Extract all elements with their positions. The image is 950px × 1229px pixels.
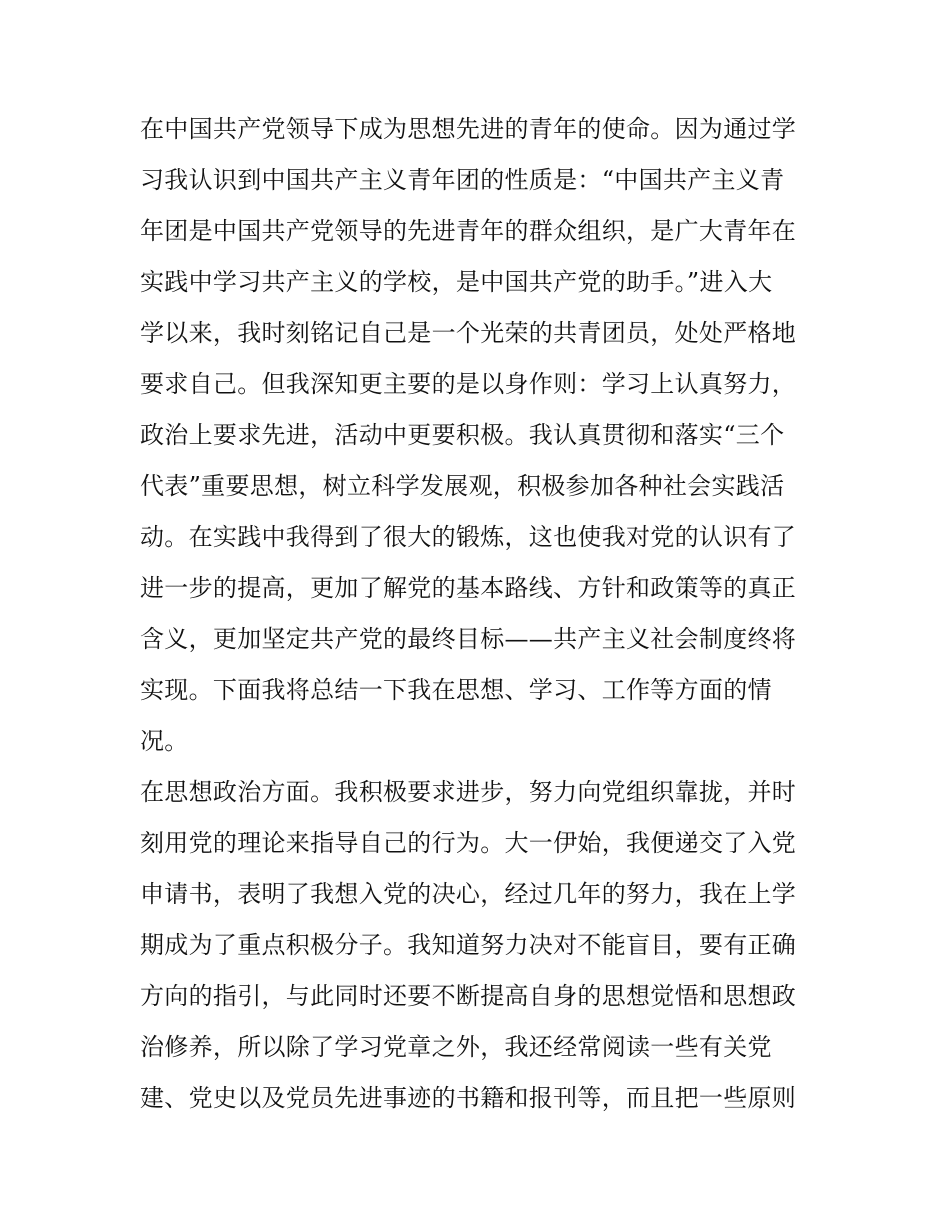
text-line: 要求自己。但我深知更主要的是以身作则：学习上认真努力， (140, 370, 797, 398)
text-line: 习我认识到中国共产主义青年团的性质是：“中国共产主义青 (140, 166, 785, 194)
text-line: 含义，更加坚定共产党的最终目标——共产主义社会制度终将 (140, 625, 797, 653)
text-line: 方向的指引，与此同时还要不断提高自身的思想觉悟和思想政 (140, 982, 797, 1010)
text-line: 进一步的提高，更加了解党的基本路线、方针和政策等的真正 (140, 574, 797, 602)
document-body (140, 104, 820, 1124)
text-line: 在中国共产党领导下成为思想先进的青年的使命。因为通过学 (140, 115, 797, 143)
text-line: 代表”重要思想，树立科学发展观，积极参加各种社会实践活 (140, 472, 785, 500)
text-line: 在思想政治方面。我积极要求进步，努力向党组织靠拢，并时 (140, 778, 797, 806)
text-line: 动。在实践中我得到了很大的锻炼，这也使我对党的认识有了 (140, 523, 797, 551)
text-line: 申请书，表明了我想入党的决心，经过几年的努力，我在上学 (140, 880, 797, 908)
text-line: 政治上要求先进，活动中更要积极。我认真贯彻和落实“三个 (140, 421, 785, 449)
text-line: 年团是中国共产党领导的先进青年的群众组织，是广大青年在 (140, 217, 797, 245)
text-line: 刻用党的理论来指导自己的行为。大一伊始，我便递交了入党 (140, 829, 797, 857)
text-line: 学以来，我时刻铭记自己是一个光荣的共青团员，处处严格地 (140, 319, 797, 347)
text-line: 况。 (140, 727, 189, 755)
text-line: 实践中学习共产主义的学校，是中国共产党的助手。”进入大 (140, 268, 773, 296)
text-line: 期成为了重点积极分子。我知道努力决对不能盲目，要有正确 (140, 931, 797, 959)
text-line: 实现。下面我将总结一下我在思想、学习、工作等方面的情 (140, 676, 772, 704)
text-line: 治修养，所以除了学习党章之外，我还经常阅读一些有关党 (140, 1033, 772, 1061)
text-line: 建、党史以及党员先进事迹的书籍和报刊等，而且把一些原则 (140, 1084, 797, 1112)
